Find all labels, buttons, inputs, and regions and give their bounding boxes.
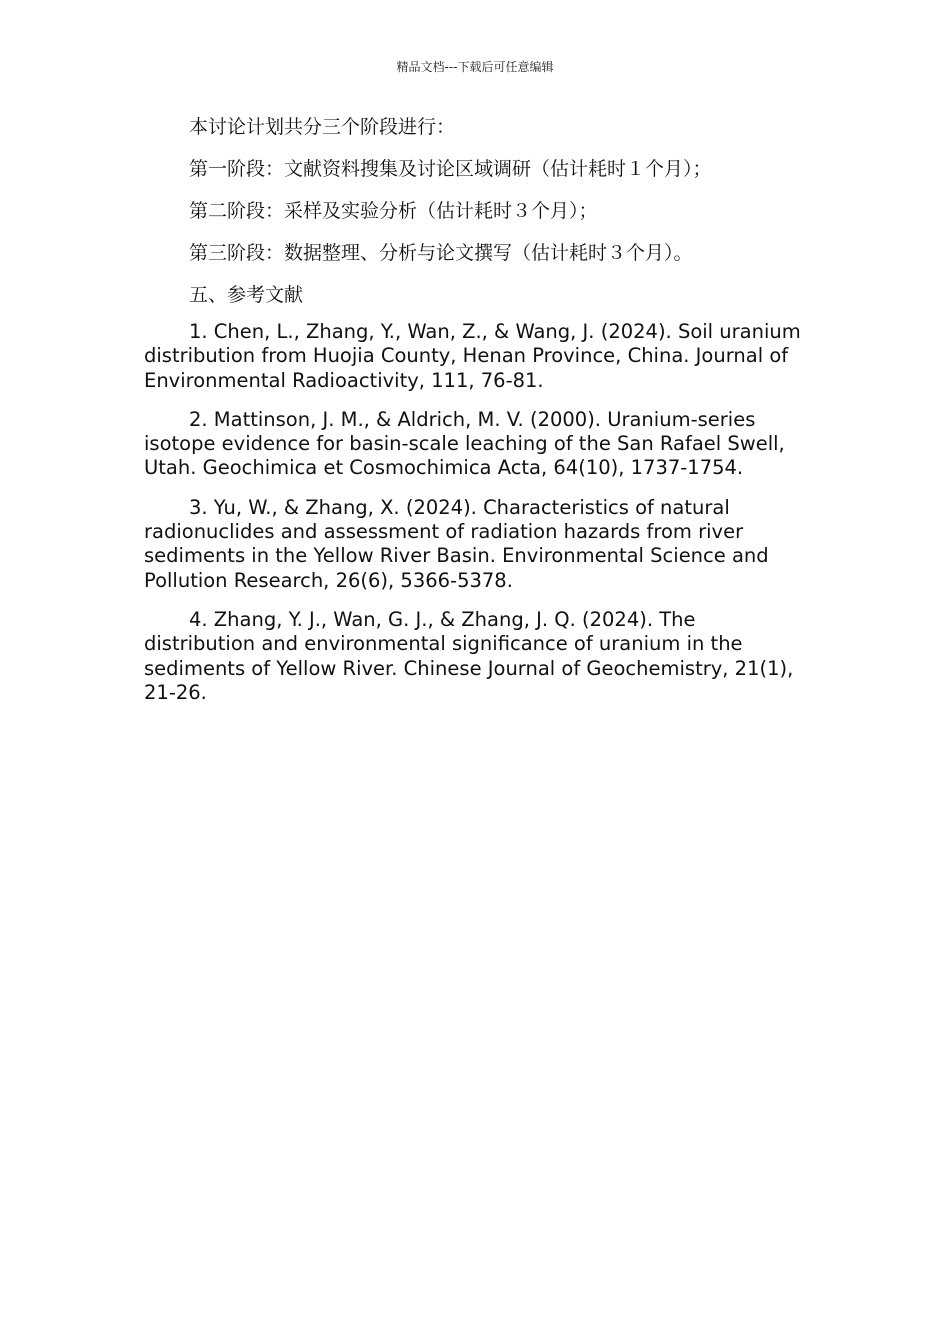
plan-stage-3: 第三阶段：数据整理、分析与论文撰写（估计耗时３个月）。 — [189, 242, 693, 264]
reference-item-4: 4. Zhang, Y. J., Wan, G. J., & Zhang, J. Q. (2024). The distribution and environmental significance of uranium in the sediments of Yellow River. Chinese Journal of Geochemistry, 21(1), 21-26. — [144, 607, 794, 704]
page-header: 精品文档---下载后可任意编辑 — [396, 60, 554, 74]
document-body — [144, 114, 804, 720]
reference-item-3: 3. Yu, W., & Zhang, X. (2024). Characteristics of natural radionuclides and assessment of radiation hazards from river sediments in the Yellow River Basin. Environmental Science and Pollution Research, 26(6), 5366-5378. — [144, 495, 769, 592]
plan-stage-2: 第二阶段：采样及实验分析（估计耗时３个月）； — [189, 200, 598, 222]
plan-intro: 本讨论计划共分三个阶段进行： — [189, 116, 456, 138]
plan-stage-1: 第一阶段：文献资料搜集及讨论区域调研（估计耗时１个月）； — [189, 158, 712, 180]
references-heading: 五、参考文献 — [189, 284, 304, 306]
reference-item-2: 2. Mattinson, J. M., & Aldrich, M. V. (2000). Uranium-series isotope evidence for basin-scale leaching of the San Rafael Swell, Utah. Geochimica et Cosmochimica Acta, 64(10), 1737-1754. — [144, 407, 785, 480]
reference-item-1: 1. Chen, L., Zhang, Y., Wan, Z., & Wang, J. (2024). Soil uranium distribution from Huojia County, Henan Province, China. Journal of Environmental Radioactivity, 111, 76-81. — [144, 320, 801, 392]
